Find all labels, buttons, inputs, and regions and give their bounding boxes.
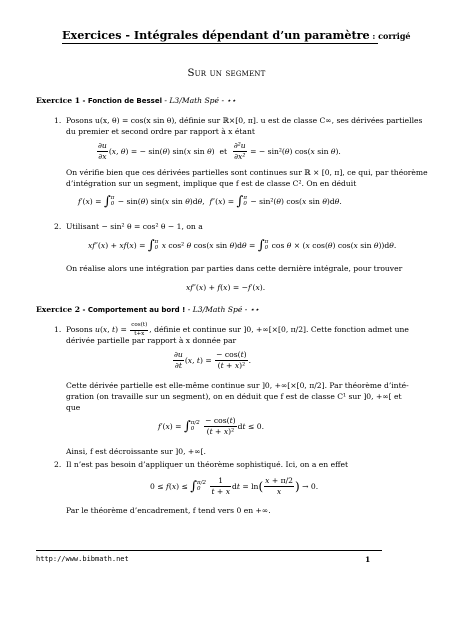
exercise-2-label: Exercice 2 [36,305,81,314]
ex1-q2-equation-final: xf″(x) + f(x) = −f′(x). [186,283,266,292]
ex1-q1-line3: On vérifie bien que ces dérivées partielles sont continues sur ℝ × [0, π], ce qui, par théorème [66,168,428,177]
exercise-2-subtitle: - Comportement au bord ! [80,306,186,314]
section-heading: Sur un segment [187,68,266,79]
ex2-q1-equation: $\frac{\partial u}{\partial t}$ (x, t) = $\frac{- \cos(t)}{\text{(t + x)²}}$ . [174,350,252,371]
ex1-q1-equation-derivatives: f′(x) = ∫ π 0 − sin(θ) sin(x sin θ)dθ, f″(x) = ∫ π 0 − sin²(θ) cos(x sin θ)dθ. [78,194,342,209]
ex1-q1-line1: Posons u(x, θ) = cos(x sin θ), définie sur ℝ×[0, π]. u est de classe C∞, ses dérivées partielles [66,116,423,125]
ex1-q1-line2: du premier et second ordre par rapport à x étant [66,127,255,136]
ex1-q1-line4: d’intégration sur un segment, implique que f est de classe C². On en déduit [66,179,357,188]
ex1-q2-equation: xf″(x) + xf(x) = ∫ π 0 x cos² θ cos(x sin θ)dθ = ∫ π 0 cos θ × (x cos(θ) cos(x sin θ))dθ. [88,238,397,253]
ex1-q2-line1: Utilisant − sin² θ = cos² θ − 1, on a [66,222,203,231]
ex2-q1-line6: Ainsi, f est décroissante sur ]0, +∞[. [66,447,206,456]
ex2-q1-equation-2: f′(x) = ∫ π/2 0 $\frac{- \cos(t)}{\text{(t + x)²}}$ dt ≤ 0. [158,416,264,437]
ex1-q2-line2: On réalise alors une intégration par parties dans cette dernière intégrale, pour trouver [66,264,403,273]
ex2-q1-line5: que [66,403,81,412]
ex2-q2-line2: Par le théorème d’encadrement, f tend vers 0 en +∞. [66,506,271,515]
ex2-q1-line1: Posons u(x, t) = $\frac{\cos(t)}{t+x}$ , définie et continue sur ]0, +∞[×[0, π/2]. Cette fonction admet une [66,322,409,337]
ex2-q2-number: 2. [54,460,62,469]
ex2-q2-line1: Il n’est pas besoin d’appliquer un théorème sophistiqué. Ici, on a en effet [66,460,349,469]
ex2-q1-line2: dérivée partielle par rapport à x donnée par [66,336,237,345]
exercise-1-subtitle: - Fonction de Bessel [80,97,162,105]
ex2-q1-line4: gration (on travaille sur un segment), on en déduit que f est de classe C¹ sur ]0, +∞[ et [66,392,402,401]
exercise-1-header [36,96,236,106]
title-text: Exercices - Intégrales dépendant d’un paramètre [62,28,370,42]
exercise-1-level: - L3/Math Spé - ⋆⋆ [162,96,236,105]
footer-link[interactable]: http://www.bibmath.net [36,555,129,563]
exercise-2-header [36,305,259,315]
ex2-q2-equation: 0 ≤ f(x) ≤ ∫ π/2 0 $\frac{1}{t + x}$ dt = ln( $\frac{x + \pi/2}{x}$ ) → 0. [150,476,319,497]
page-title [62,28,411,43]
exercise-1-label: Exercice 1 [36,96,81,105]
title-suffix: : corrigé [369,31,411,41]
footer-rule [36,550,382,551]
exercise-2-level: - L3/Math Spé - ⋆⋆ [185,305,260,314]
ex2-q1-number: 1. [54,325,62,334]
ex2-q1-line3: Cette dérivée partielle est elle-même continue sur ]0, +∞[×[0, π/2]. Par théorème d’inté- [66,381,409,390]
title-rule [62,43,378,44]
ex1-q2-number: 2. [54,222,62,231]
ex1-q1-number: 1. [54,116,62,125]
ex1-q1-equation-partial: $\frac{\partial u}{\partial x}$ (x, θ) = − sin(θ) sin(x sin θ) et $\frac{\text{∂²u}}{\text{∂x²}}$ = − sin²(θ) cos(x sin θ). [98,141,341,162]
page-number: 1 [365,555,371,564]
